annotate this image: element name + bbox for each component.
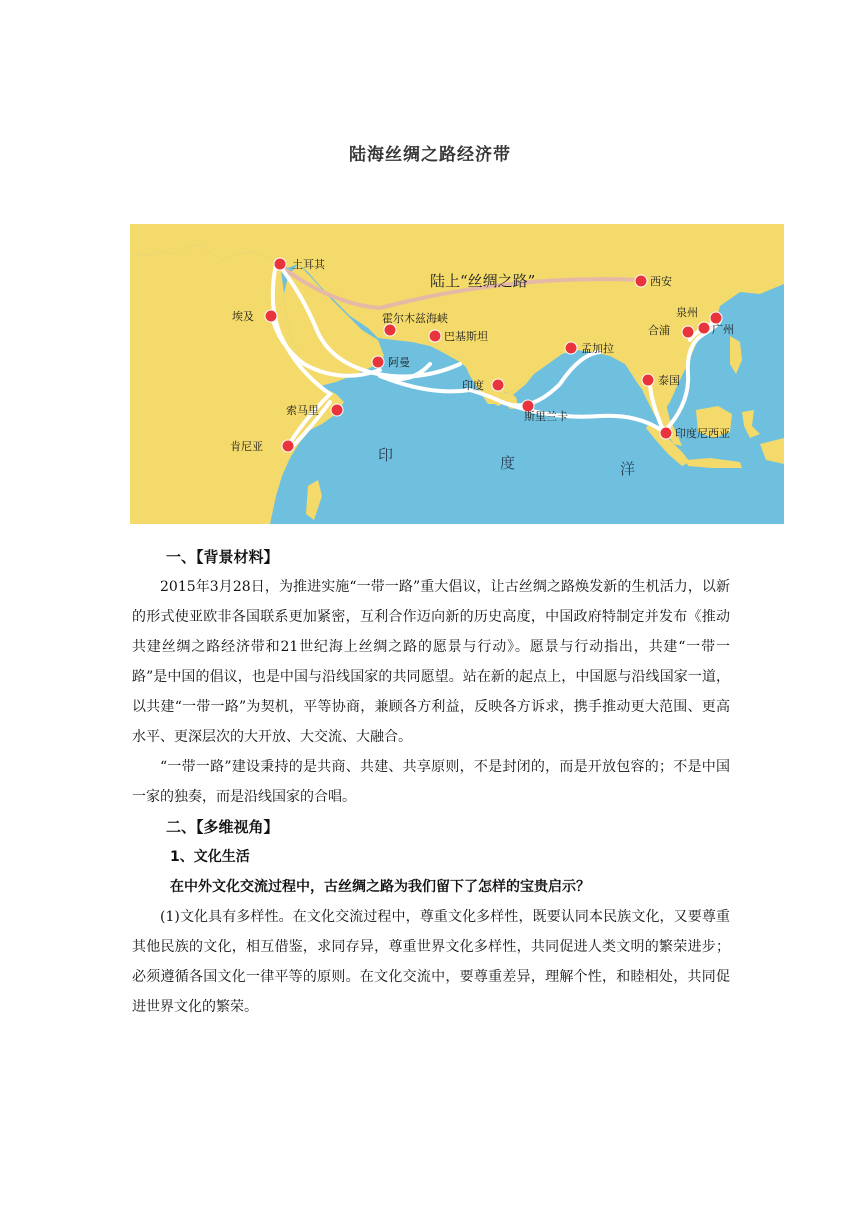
culture-answer: (1)文化具有多样性。在文化交流过程中，尊重文化多样性，既要认同本民族文化，又要尊重其他民族的文化，相互借鉴，求同存异，尊重世界文化多样性，共同促进人类文明的繁荣进步；必须遵循各国文化一律平等的原则。在文化交流中，要尊重差异，理解个性，和睦相处，共同促进世界文化的繁荣。: [132, 909, 730, 1015]
background-paragraph-2: “一带一路”建设秉持的是共商、共建、共享原则，不是封闭的，而是开放包容的；不是中国一家的独奏，而是沿线国家的合唱。: [132, 759, 730, 805]
perspective-heading: 二、【多维视角】: [166, 818, 279, 836]
city-label-kenya: 肯尼亚: [230, 440, 263, 453]
city-dot-somalia: [331, 404, 343, 416]
city-dot-hepu: [682, 326, 694, 338]
city-label-turkey: 土耳其: [292, 258, 325, 271]
ocean-label-char-3: 洋: [620, 460, 636, 478]
city-label-quanzhou: 泉州: [676, 306, 698, 319]
culture-heading: 1、文化生活: [170, 849, 250, 865]
city-label-indonesia: 印度尼西亚: [675, 427, 730, 440]
city-label-hepu: 合浦: [648, 324, 670, 337]
city-dot-hormuz: [384, 324, 396, 336]
city-dot-kenya: [282, 440, 294, 452]
city-dot-xian: [635, 275, 647, 287]
city-label-guangzhou: 广州: [712, 323, 734, 336]
city-label-pakistan: 巴基斯坦: [444, 330, 488, 343]
city-dot-oman: [372, 356, 384, 368]
background-paragraph-1: 2015年3月28日，为推进实施“一带一路”重大倡议，让古丝绸之路焕发新的生机活力，以新的形式使亚欧非各国联系更加紧密，互利合作迈向新的历史高度，中国政府特制定并发布《推动共建丝绸之路经济带和21世纪海上丝绸之路的愿景与行动》。愿景与行动指出，共建“一带一路”是中国的倡议，也是中国与沿线国家的共同愿望。站在新的起点上，中国愿与沿线国家一道，以共建“一带一路”为契机，平等协商，兼顾各方利益，反映各方诉求，携手推动更大范围、更高水平、更深层次的大开放、大交流、大融合。: [132, 579, 730, 745]
city-dot-guangzhou: [698, 322, 710, 334]
city-dot-turkey: [274, 258, 286, 270]
city-label-india: 印度: [462, 379, 484, 392]
silk-road-map: [130, 224, 784, 524]
city-label-somalia: 索马里: [286, 404, 319, 417]
city-label-bangladesh: 孟加拉: [581, 342, 614, 355]
city-label-xian: 西安: [650, 275, 672, 288]
city-dot-pakistan: [429, 330, 441, 342]
ocean-label-char-2: 度: [500, 454, 516, 472]
city-dot-india: [492, 379, 504, 391]
city-dot-thailand: [642, 374, 654, 386]
article-body: [132, 542, 730, 1022]
city-label-egypt: 埃及: [232, 310, 254, 323]
page-title: 陆海丝绸之路经济带: [349, 145, 511, 165]
city-label-srilanka: 斯里兰卡: [524, 410, 568, 423]
city-dot-bangladesh: [565, 342, 577, 354]
city-dot-indonesia: [660, 427, 672, 439]
map-svg: [130, 224, 784, 524]
culture-question: 在中外文化交流过程中，古丝绸之路为我们留下了怎样的宝贵启示？: [170, 879, 590, 895]
background-heading: 一、【背景材料】: [166, 548, 279, 566]
city-label-oman: 阿曼: [388, 356, 410, 369]
city-label-thailand: 泰国: [658, 374, 680, 387]
city-label-hormuz: 霍尔木兹海峡: [382, 312, 448, 325]
city-dot-egypt: [265, 310, 277, 322]
ocean-label-char-1: 印: [378, 446, 394, 464]
land-route-label: 陆上“丝绸之路”: [430, 272, 536, 290]
